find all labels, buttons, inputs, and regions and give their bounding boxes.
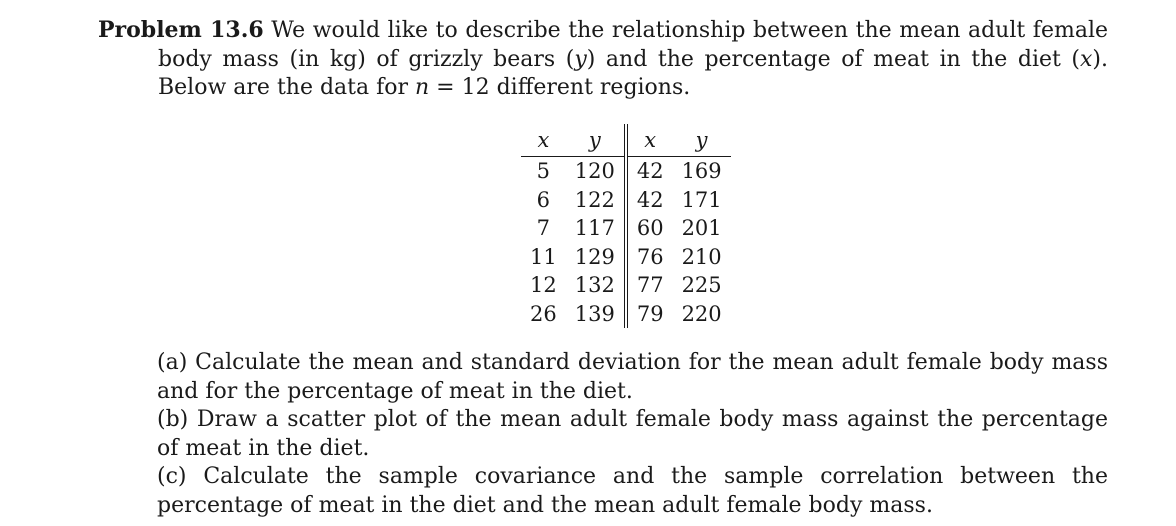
table-cell: 26 (530, 301, 557, 326)
header-x-left: x (521, 124, 566, 157)
table-row (521, 243, 731, 272)
table-cell: 120 (566, 157, 626, 186)
table-cell: 129 (566, 243, 626, 272)
question-a: (a) Calculate the mean and standard deviation for the mean adult female body mass and for the percentage of meat in the diet. (157, 350, 1108, 404)
table-cell: 169 (681, 159, 722, 184)
table-cell: 210 (681, 244, 722, 269)
table-row (521, 300, 731, 329)
table-cell: 42 (636, 159, 664, 184)
header-y-left: y (566, 124, 626, 157)
table-cell: 171 (681, 187, 722, 212)
table-cell: 220 (681, 301, 722, 326)
data-table-wrapper (521, 124, 731, 328)
table-cell: 225 (681, 273, 722, 298)
table-row (521, 271, 731, 300)
intro-text-4: = 12 different regions. (429, 75, 691, 100)
question-c: (c) Calculate the sample covariance and the sample correlation between the percentage of meat in the diet and the mean adult female body mass. (157, 464, 1108, 518)
table-cell: 79 (636, 301, 664, 326)
problem-heading: Problem 13.6 (98, 17, 264, 43)
table-cell: 60 (636, 216, 664, 241)
problem-statement (98, 16, 1108, 103)
table-cell: 77 (636, 273, 664, 298)
questions-list (157, 349, 1108, 520)
header-x-right: x (626, 124, 673, 157)
table-cell: 132 (566, 271, 626, 300)
header-y-right: y (673, 124, 731, 157)
intro-text-2: ) and the percentage of meat in the diet ( (586, 46, 1080, 72)
table-cell: 139 (566, 300, 626, 329)
table-cell: 5 (536, 159, 551, 184)
table-cell: 117 (566, 214, 626, 243)
var-x: x (1080, 46, 1093, 72)
table-row (521, 157, 731, 186)
table-cell: 12 (530, 273, 557, 298)
var-n: n (415, 75, 430, 100)
intro-text-1: We would like to describe the relationship between the mean adult female body mass (in kg) of grizzly bears ( (158, 18, 1108, 72)
table-cell: 7 (536, 216, 551, 241)
question-b: (b) Draw a scatter plot of the mean adult female body mass against the percentage of meat in the diet. (157, 407, 1108, 461)
table-header-row (521, 124, 731, 157)
table-row (521, 186, 731, 215)
table-cell: 122 (566, 186, 626, 215)
table-row (521, 214, 731, 243)
table-cell: 76 (636, 244, 664, 269)
table-cell: 6 (536, 187, 551, 212)
intro-text-3: ). Below are the data for (158, 46, 1108, 100)
table-cell: 201 (681, 216, 722, 241)
problem-intro (98, 16, 1108, 103)
table-cell: 11 (530, 244, 557, 269)
var-y: y (574, 46, 587, 72)
data-table (521, 124, 731, 328)
table-cell: 42 (636, 187, 664, 212)
